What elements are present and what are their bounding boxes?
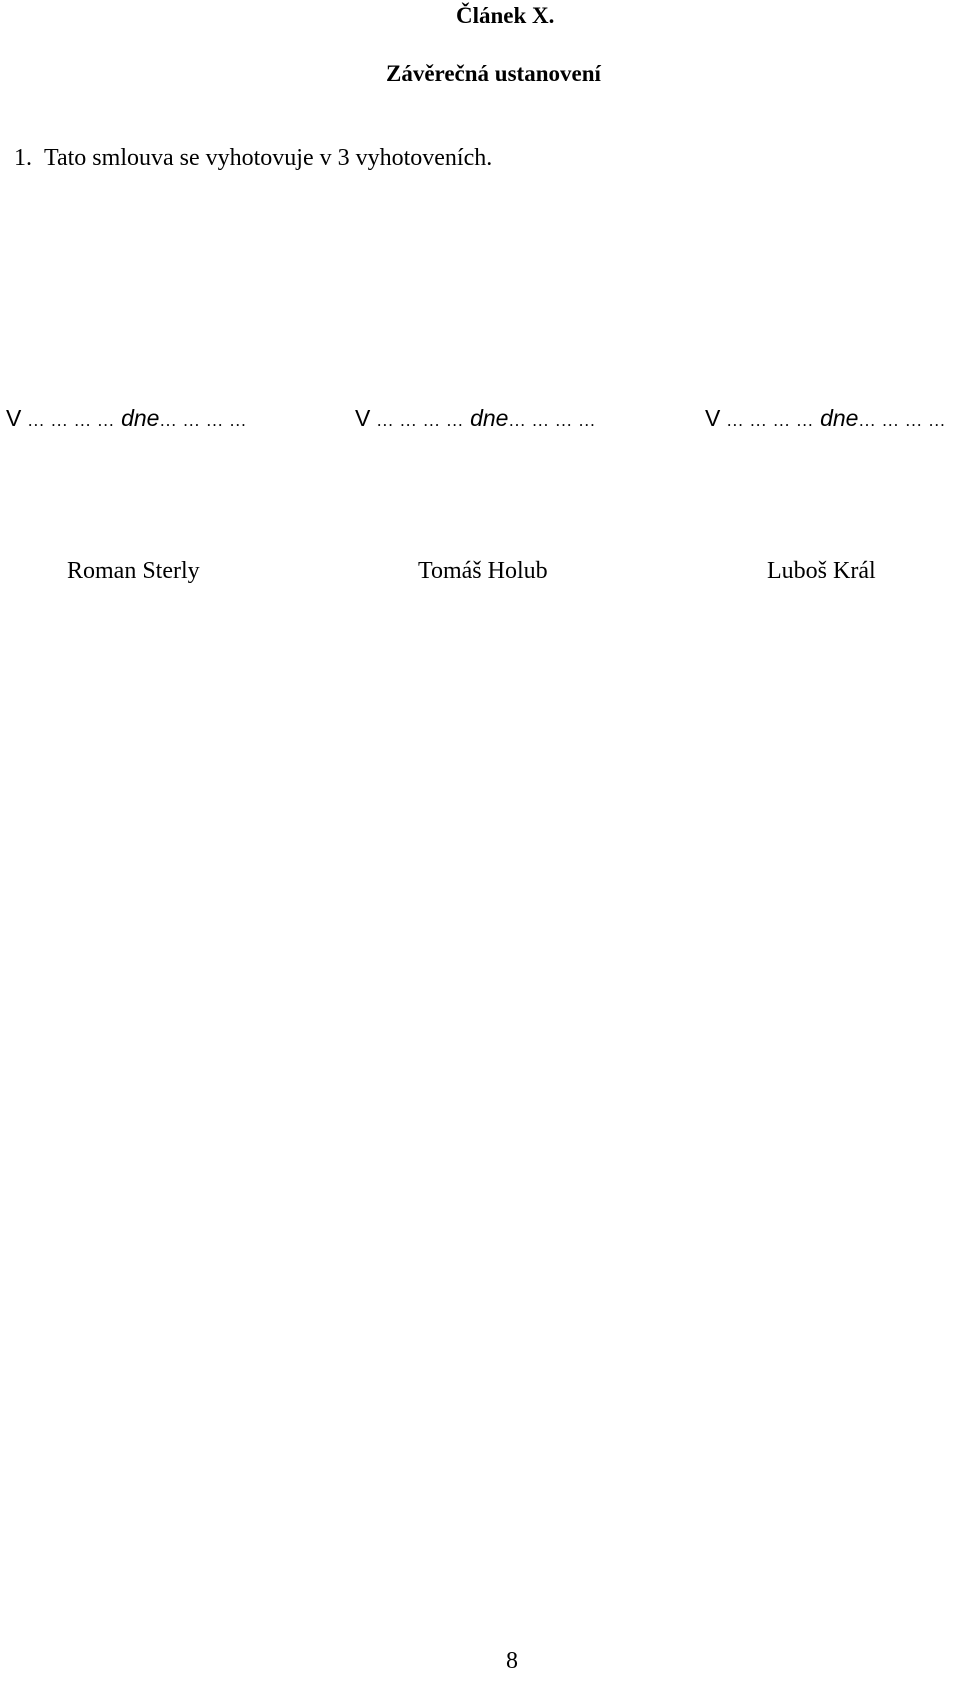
place-date-line-3 (705, 403, 946, 436)
page-number: 8 (506, 1648, 518, 1674)
date-blank: … … … … (858, 411, 947, 430)
place-date-line-1 (6, 403, 247, 436)
date-blank: … … … … (159, 411, 248, 430)
signatory-name-3: Luboš Král (767, 558, 876, 584)
place-blank: … … … … (726, 411, 815, 430)
clause-1 (14, 143, 492, 173)
date-prefix: dne (470, 405, 509, 431)
date-blank: … … … … (508, 411, 597, 430)
place-blank: … … … … (376, 411, 465, 430)
place-prefix: V (355, 405, 371, 431)
signatory-name-1: Roman Sterly (67, 558, 200, 584)
section-title: Závěrečná ustanovení (386, 61, 601, 86)
place-prefix: V (6, 405, 22, 431)
date-prefix: dne (121, 405, 160, 431)
place-date-line-2 (355, 403, 596, 436)
clause-text: Tato smlouva se vyhotovuje v 3 vyhotoveních. (44, 145, 493, 171)
clause-number: 1. (14, 145, 32, 171)
place-prefix: V (705, 405, 721, 431)
signatory-name-2: Tomáš Holub (418, 558, 548, 584)
date-prefix: dne (820, 405, 859, 431)
article-number: Článek X. (456, 3, 555, 28)
place-blank: … … … … (27, 411, 116, 430)
